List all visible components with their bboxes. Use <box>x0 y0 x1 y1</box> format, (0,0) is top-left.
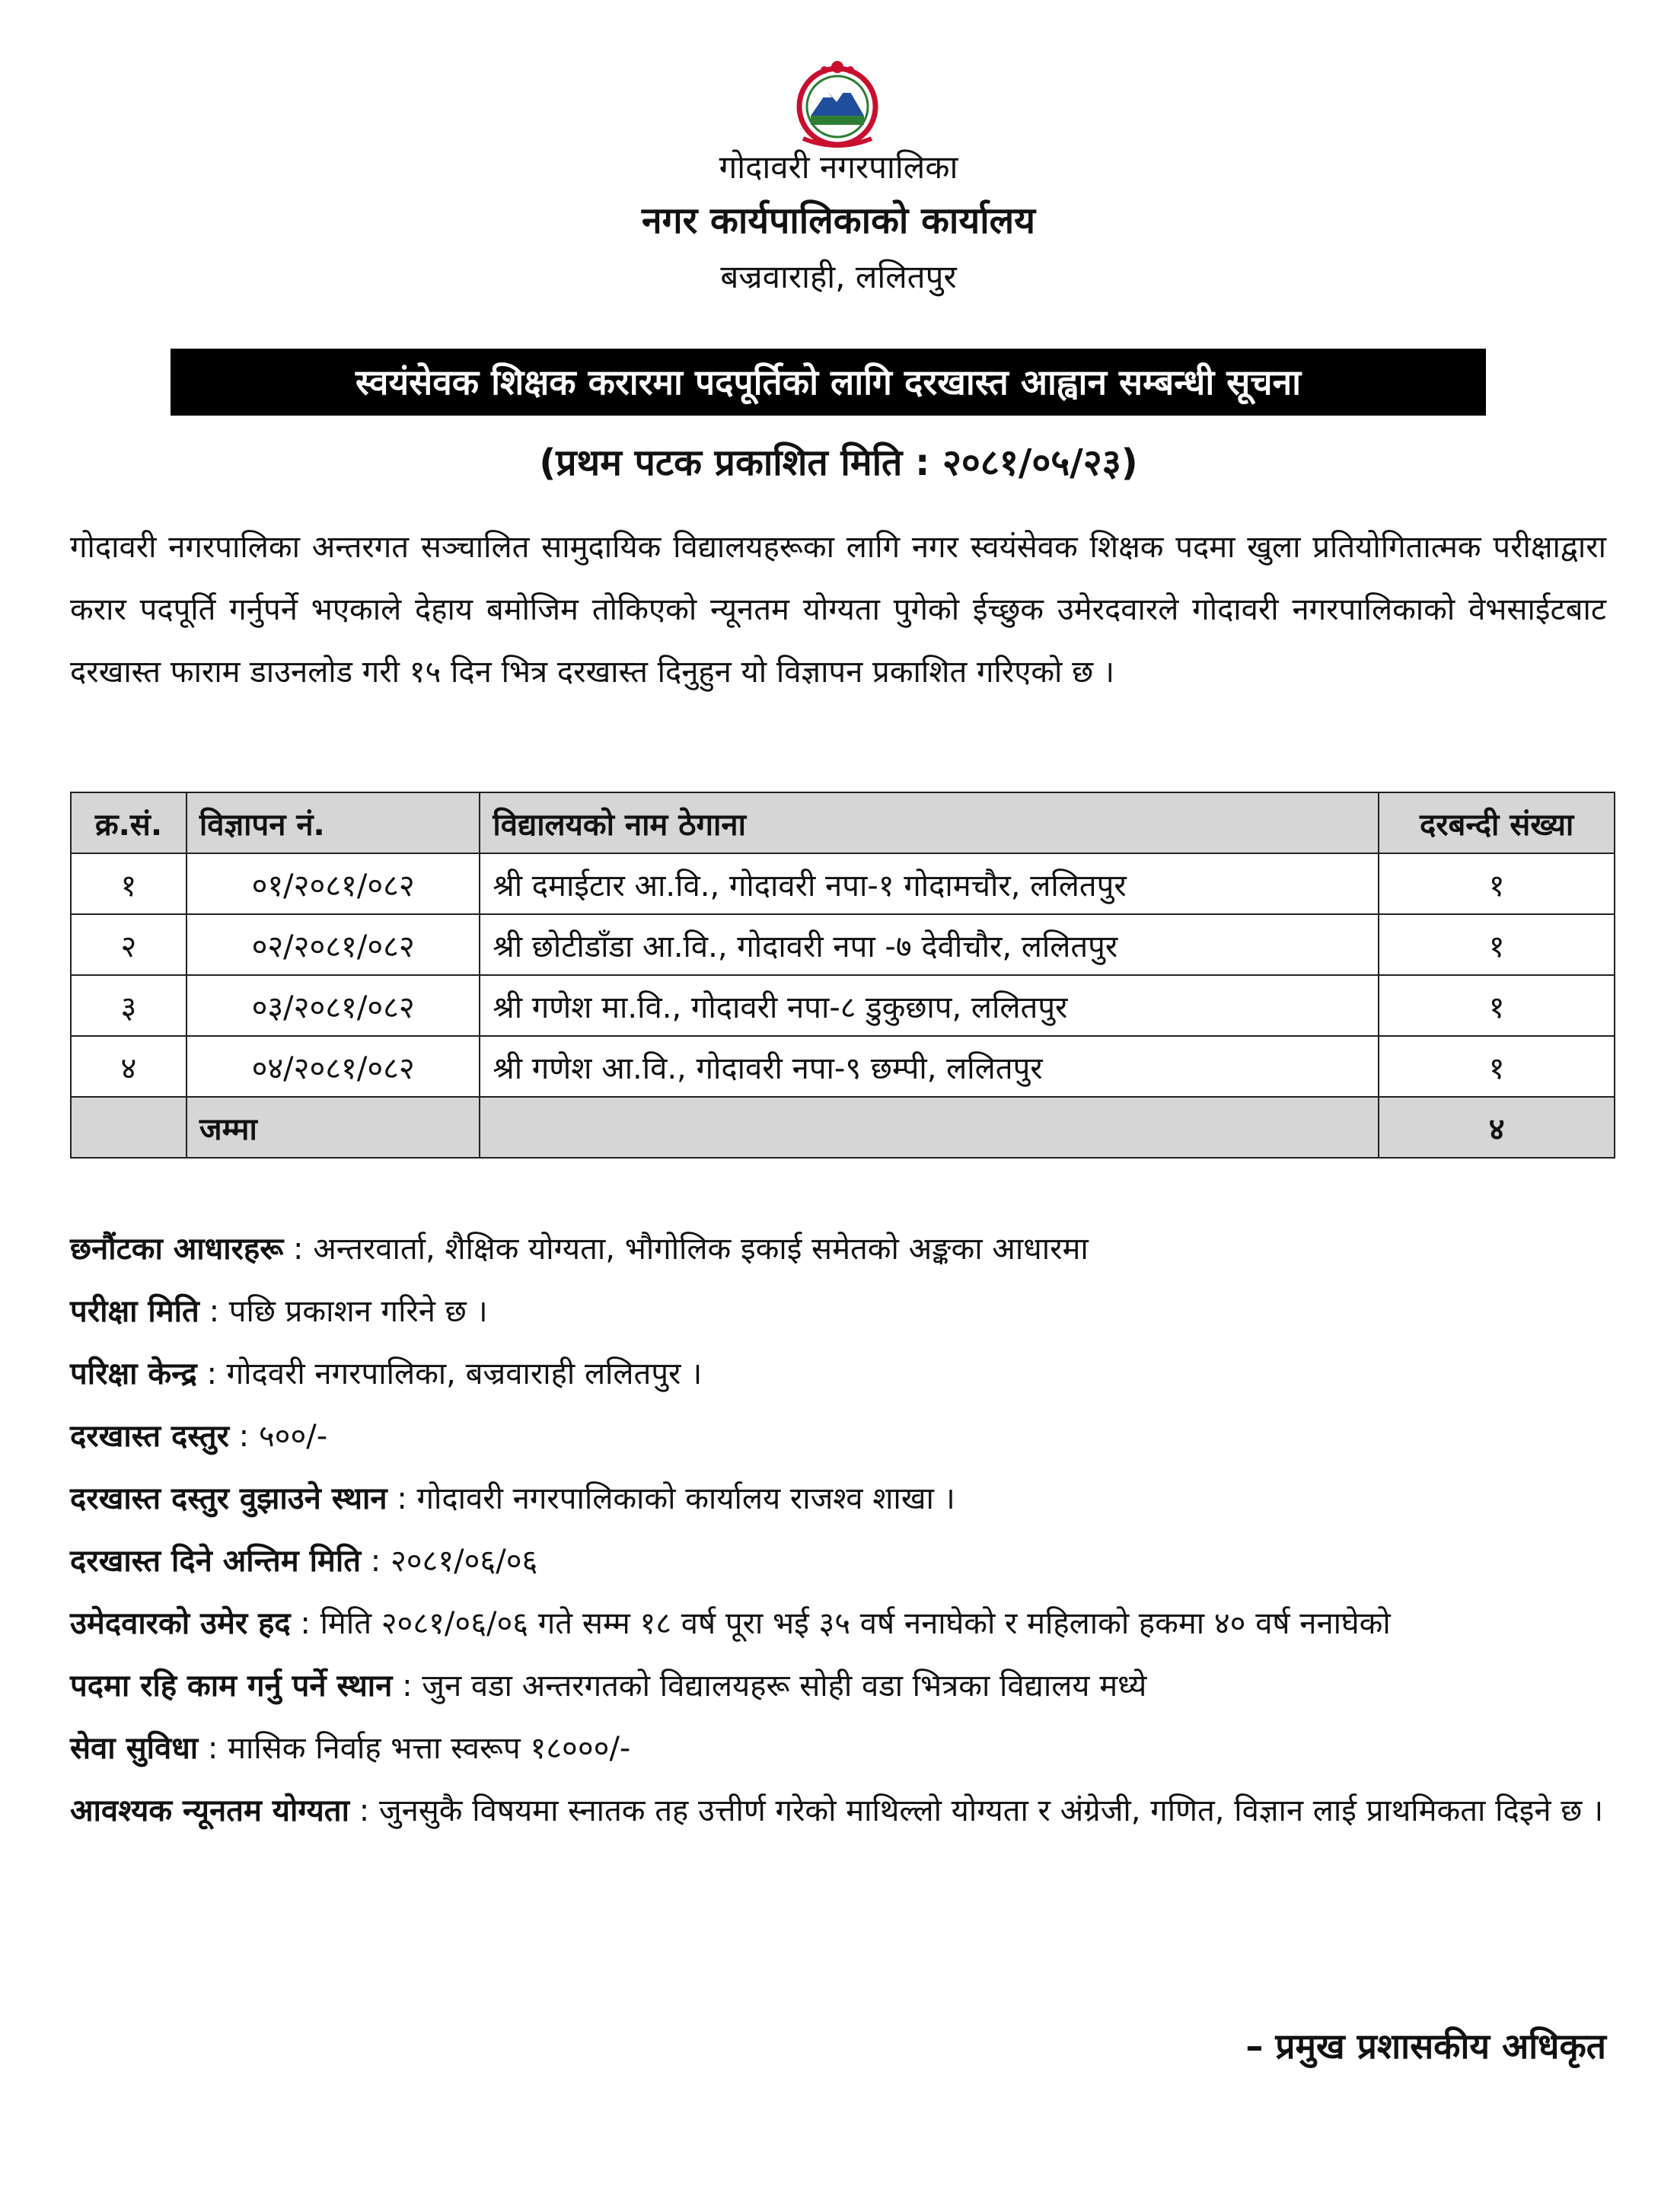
publish-date-line: (प्रथम पटक प्रकाशित मिति : २०८१/०५/२३) <box>539 441 1138 484</box>
column-header-serial: क्र.सं. <box>71 792 187 853</box>
ad-number-cell: ०३/२०८१/०८२ <box>187 975 480 1036</box>
posts-cell: १ <box>1379 1036 1615 1097</box>
serial-cell: ३ <box>71 975 187 1036</box>
detail-application-fee <box>70 1405 1606 1468</box>
detail-label: आवश्यक न्यूनतम योग्यता <box>70 1793 349 1828</box>
column-header-school: विद्यालयको नाम ठेगाना <box>480 792 1379 853</box>
table-row <box>71 975 1615 1036</box>
detail-label: दरखास्त दिने अन्तिम मिति <box>70 1544 362 1579</box>
serial-cell: ४ <box>71 1036 187 1097</box>
ad-number-cell: ०१/२०८१/०८२ <box>187 853 480 914</box>
table-total-row <box>71 1097 1615 1158</box>
table-row <box>71 1036 1615 1097</box>
posts-cell: १ <box>1379 975 1615 1036</box>
detail-label: दरखास्त दस्तुर वुझाउने स्थान <box>70 1481 387 1516</box>
column-header-posts: दरबन्दी संख्या <box>1379 792 1615 853</box>
detail-separator: : <box>361 1544 391 1579</box>
detail-value: २०८१/०६/०६ <box>390 1544 538 1579</box>
posts-cell: १ <box>1379 853 1615 914</box>
detail-deadline <box>70 1530 1606 1592</box>
school-cell: श्री गणेश मा.वि., गोदावरी नपा-८ डुकुछाप, ललितपुर <box>480 975 1379 1036</box>
detail-separator: : <box>283 1232 314 1267</box>
table-row <box>71 914 1615 975</box>
detail-min-qualification <box>70 1780 1606 1842</box>
detail-value: गोदावरी नगरपालिकाको कार्यालय राजश्व शाखा । <box>416 1481 955 1516</box>
detail-separator: : <box>392 1669 422 1704</box>
total-label-cell: जम्मा <box>187 1097 480 1158</box>
notice-title-banner: स्वयंसेवक शिक्षक करारमा पदपूर्तिको लागि दरखास्त आह्वान सम्बन्धी सूचना <box>171 349 1486 416</box>
school-cell: श्री गणेश आ.वि., गोदावरी नपा-९ छम्पी, ललितपुर <box>480 1036 1379 1097</box>
ad-number-cell: ०४/२०८१/०८२ <box>187 1036 480 1097</box>
signatory-title: – प्रमुख प्रशासकीय अधिकृत <box>1245 2026 1606 2067</box>
serial-cell: २ <box>71 914 187 975</box>
total-empty-cell <box>71 1097 187 1158</box>
office-name: नगर कार्यपालिकाको कार्यालय <box>641 199 1036 242</box>
nepal-government-emblem-icon <box>788 53 887 152</box>
detail-separator: : <box>196 1356 227 1391</box>
detail-value: जुन वडा अन्तरगतको विद्यालयहरू सोही वडा भित्रका विद्यालय मध्ये <box>422 1669 1147 1704</box>
total-empty-cell <box>480 1097 1379 1158</box>
detail-value: गोदवरी नगरपालिका, बज्रवाराही ललितपुर । <box>226 1356 703 1391</box>
detail-label: छनौंटका आधारहरू <box>70 1232 284 1267</box>
school-cell: श्री दमाईटार आ.वि., गोदावरी नपा-१ गोदामचौर, ललितपुर <box>480 853 1379 914</box>
detail-value: मासिक निर्वाह भत्ता स्वरूप १८०००/- <box>228 1731 631 1766</box>
details-list <box>70 1218 1606 1842</box>
detail-value: पछि प्रकाशन गरिने छ । <box>228 1294 488 1329</box>
detail-separator: : <box>290 1606 320 1641</box>
detail-separator: : <box>228 1419 259 1454</box>
vacancy-table <box>70 792 1615 1159</box>
detail-fee-payment-place <box>70 1468 1606 1530</box>
detail-age-limit <box>70 1592 1606 1655</box>
posts-cell: १ <box>1379 914 1615 975</box>
school-cell: श्री छोटीडाँडा आ.वि., गोदावरी नपा -७ देवीचौर, ललितपुर <box>480 914 1379 975</box>
detail-separator: : <box>387 1481 417 1516</box>
detail-value: जुनसुकै विषयमा स्नातक तह उत्तीर्ण गरेको माथिल्लो योग्यता र अंग्रेजी, गणित, विज्ञान लाई प्राथमिकता दिइने छ । <box>378 1793 1604 1828</box>
detail-separator: : <box>198 1731 228 1766</box>
detail-exam-date <box>70 1280 1606 1343</box>
detail-selection-basis <box>70 1218 1606 1280</box>
table-header-row <box>71 792 1615 853</box>
detail-separator: : <box>349 1793 379 1828</box>
detail-label: परीक्षा मिति <box>70 1294 199 1329</box>
office-address: बज्रवाराही, ललितपुर <box>720 258 957 295</box>
municipality-name: गोदावरी नगरपालिका <box>719 148 958 186</box>
detail-separator: : <box>199 1294 229 1329</box>
detail-value: मिति २०८१/०६/०६ गते सम्म १८ वर्ष पूरा भई ३५ वर्ष ननाघेको र महिलाको हकमा ४० वर्ष ननाघेको <box>320 1606 1391 1641</box>
total-value-cell: ४ <box>1379 1097 1615 1158</box>
detail-value: अन्तरवार्ता, शैक्षिक योग्यता, भौगोलिक इकाई समेतको अङ्कका आधारमा <box>313 1232 1089 1267</box>
ad-number-cell: ०२/२०८१/०८२ <box>187 914 480 975</box>
intro-paragraph: गोदावरी नगरपालिका अन्तरगत सञ्चालित सामुदायिक विद्यालयहरूका लागि नगर स्वयंसेवक शिक्षक पदमा खुला प्रतियोगितात्मक परीक्षाद्वारा करार पदपूर्ति गर्नुपर्ने भएकाले देहाय बमोजिम तोकिएको न्यूनतम योग्यता पुगेको ईच्छुक उमेरदवारले गोदावरी नगरपालिकाको वेभसाईटबाट दरखास्त फाराम डाउनलोड गरी १५ दिन भित्र दरखास्त दिनुहुन यो विज्ञापन प्रकाशित गरिएको छ । <box>70 530 1606 690</box>
detail-label: दरखास्त दस्तुर <box>70 1419 229 1454</box>
detail-label: उमेदवारको उमेर हद <box>70 1606 291 1641</box>
serial-cell: १ <box>71 853 187 914</box>
detail-value: ५००/- <box>258 1419 328 1454</box>
detail-label: परिक्षा केन्द्र <box>70 1356 197 1391</box>
column-header-ad-number: विज्ञापन नं. <box>187 792 480 853</box>
table-row <box>71 853 1615 914</box>
detail-benefits <box>70 1717 1606 1780</box>
detail-exam-center <box>70 1343 1606 1405</box>
detail-label: पदमा रहि काम गर्नु पर्ने स्थान <box>70 1669 393 1704</box>
detail-label: सेवा सुविधा <box>70 1731 199 1766</box>
detail-work-location <box>70 1655 1606 1717</box>
